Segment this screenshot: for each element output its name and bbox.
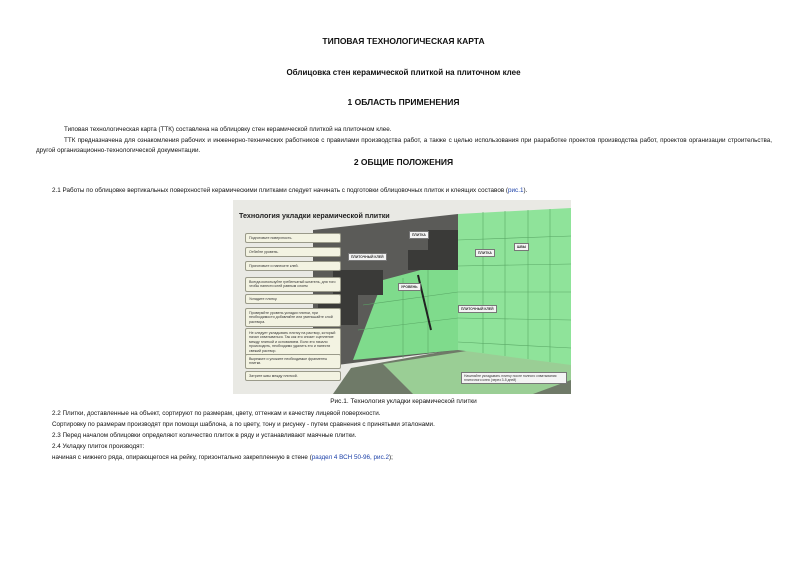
tag-level: УРОВЕНЬ	[398, 283, 421, 291]
step-7: Не следует укладывать плитку на раствор, который начал схватываться. Так как это снизит сцепление между плиткой и основанием. Если это начало происходить, необходимо удалить его и нанести свежий раствор.	[245, 328, 341, 356]
paragraph-2-3: 2.3 Перед началом облицовки определяют количество плиток в ряду и устанавливают маячные плитки.	[52, 432, 357, 439]
step-6: Проверяйте уровень укладки плитки, при необходимости добавляйте или уменьшайте слой раствора.	[245, 308, 341, 327]
step-5: Укладите плитку.	[245, 294, 341, 304]
tag-note: Начинайте укладывать плитку после полного схватывания плиточного клея (через 3-5 дней)	[461, 372, 567, 384]
step-3: Приготовьте и нанесите клей.	[245, 261, 341, 271]
paragraph-2-2: 2.2 Плитки, доставленные на объект, сортируют по размерам, цвету, оттенкам и качеству лицевой поверхности.	[52, 410, 381, 417]
section-link[interactable]: раздел 4 ВСН 50-96, рис.2	[311, 454, 389, 461]
paragraph-2-4: 2.4 Укладку плиток производят:	[52, 443, 145, 450]
section-1-heading: 1 ОБЛАСТЬ ПРИМЕНЕНИЯ	[347, 97, 460, 107]
doc-title: ТИПОВАЯ ТЕХНОЛОГИЧЕСКАЯ КАРТА	[322, 36, 485, 46]
tag-glue: ПЛИТОЧНЫЙ КЛЕЙ	[348, 253, 387, 261]
tag-glue-2: ПЛИТОЧНЫЙ КЛЕЙ	[458, 305, 497, 313]
paragraph-2: ТТК предназначена для ознакомления рабочих и инженерно-технических работников с правилами производства работ, а также с целью использования при разработке проектов производства работ, проектов организации строительства, другой организационно-технологической документации.	[36, 137, 772, 154]
paragraph-1: Типовая технологическая карта (ТТК) составлена на облицовку стен керамической плиткой на плиточном клее.	[64, 126, 392, 133]
tag-tile-2: ПЛИТКА	[475, 249, 495, 257]
tag-seams: ШВЫ	[514, 243, 529, 251]
paragraph-2-4b-text: начиная с нижнего ряда, опирающегося на рейку, горизонтально закрепленную в стене (	[52, 454, 312, 461]
step-8: Вырежьте и уложите необходимые фрагменты плитки.	[245, 354, 341, 369]
paragraph-2-1-end: ).	[523, 187, 528, 194]
figure-caption: Рис.1. Технология укладки керамической плитки	[330, 398, 477, 405]
paragraph-2-2b: Сортировку по размерам производят при помощи шаблона, а по цвету, тону и рисунку - путем сравнения с принятыми эталонами.	[52, 421, 435, 428]
doc-subtitle: Облицовка стен керамической плиткой на плиточном клее	[286, 68, 521, 77]
paragraph-2-4b	[52, 453, 772, 463]
paragraph-2-1-text: 2.1 Работы по облицовке вертикальных поверхностей керамическими плитками следует начинать с подготовки облицовочных плиток и клеящих составов (	[52, 187, 509, 194]
paragraph-2-4b-end: );	[388, 454, 393, 461]
tag-tile: ПЛИТКА	[409, 231, 429, 239]
step-4: Всегда используйте гребенчатый шпатель, для того чтобы нанести клей равным слоем	[245, 277, 341, 292]
section-2-heading: 2 ОБЩИЕ ПОЛОЖЕНИЯ	[353, 157, 454, 167]
step-2: Отбейте уровень.	[245, 247, 341, 257]
figure-link[interactable]: рис.1	[508, 187, 524, 194]
step-1: Подготовьте поверхность.	[245, 233, 341, 243]
paragraph-2-1	[52, 186, 772, 196]
step-9: Затрите швы между плиткой.	[245, 371, 341, 381]
figure-title: Технология укладки керамической плитки	[239, 211, 390, 220]
figure-tile-laying	[233, 200, 571, 394]
